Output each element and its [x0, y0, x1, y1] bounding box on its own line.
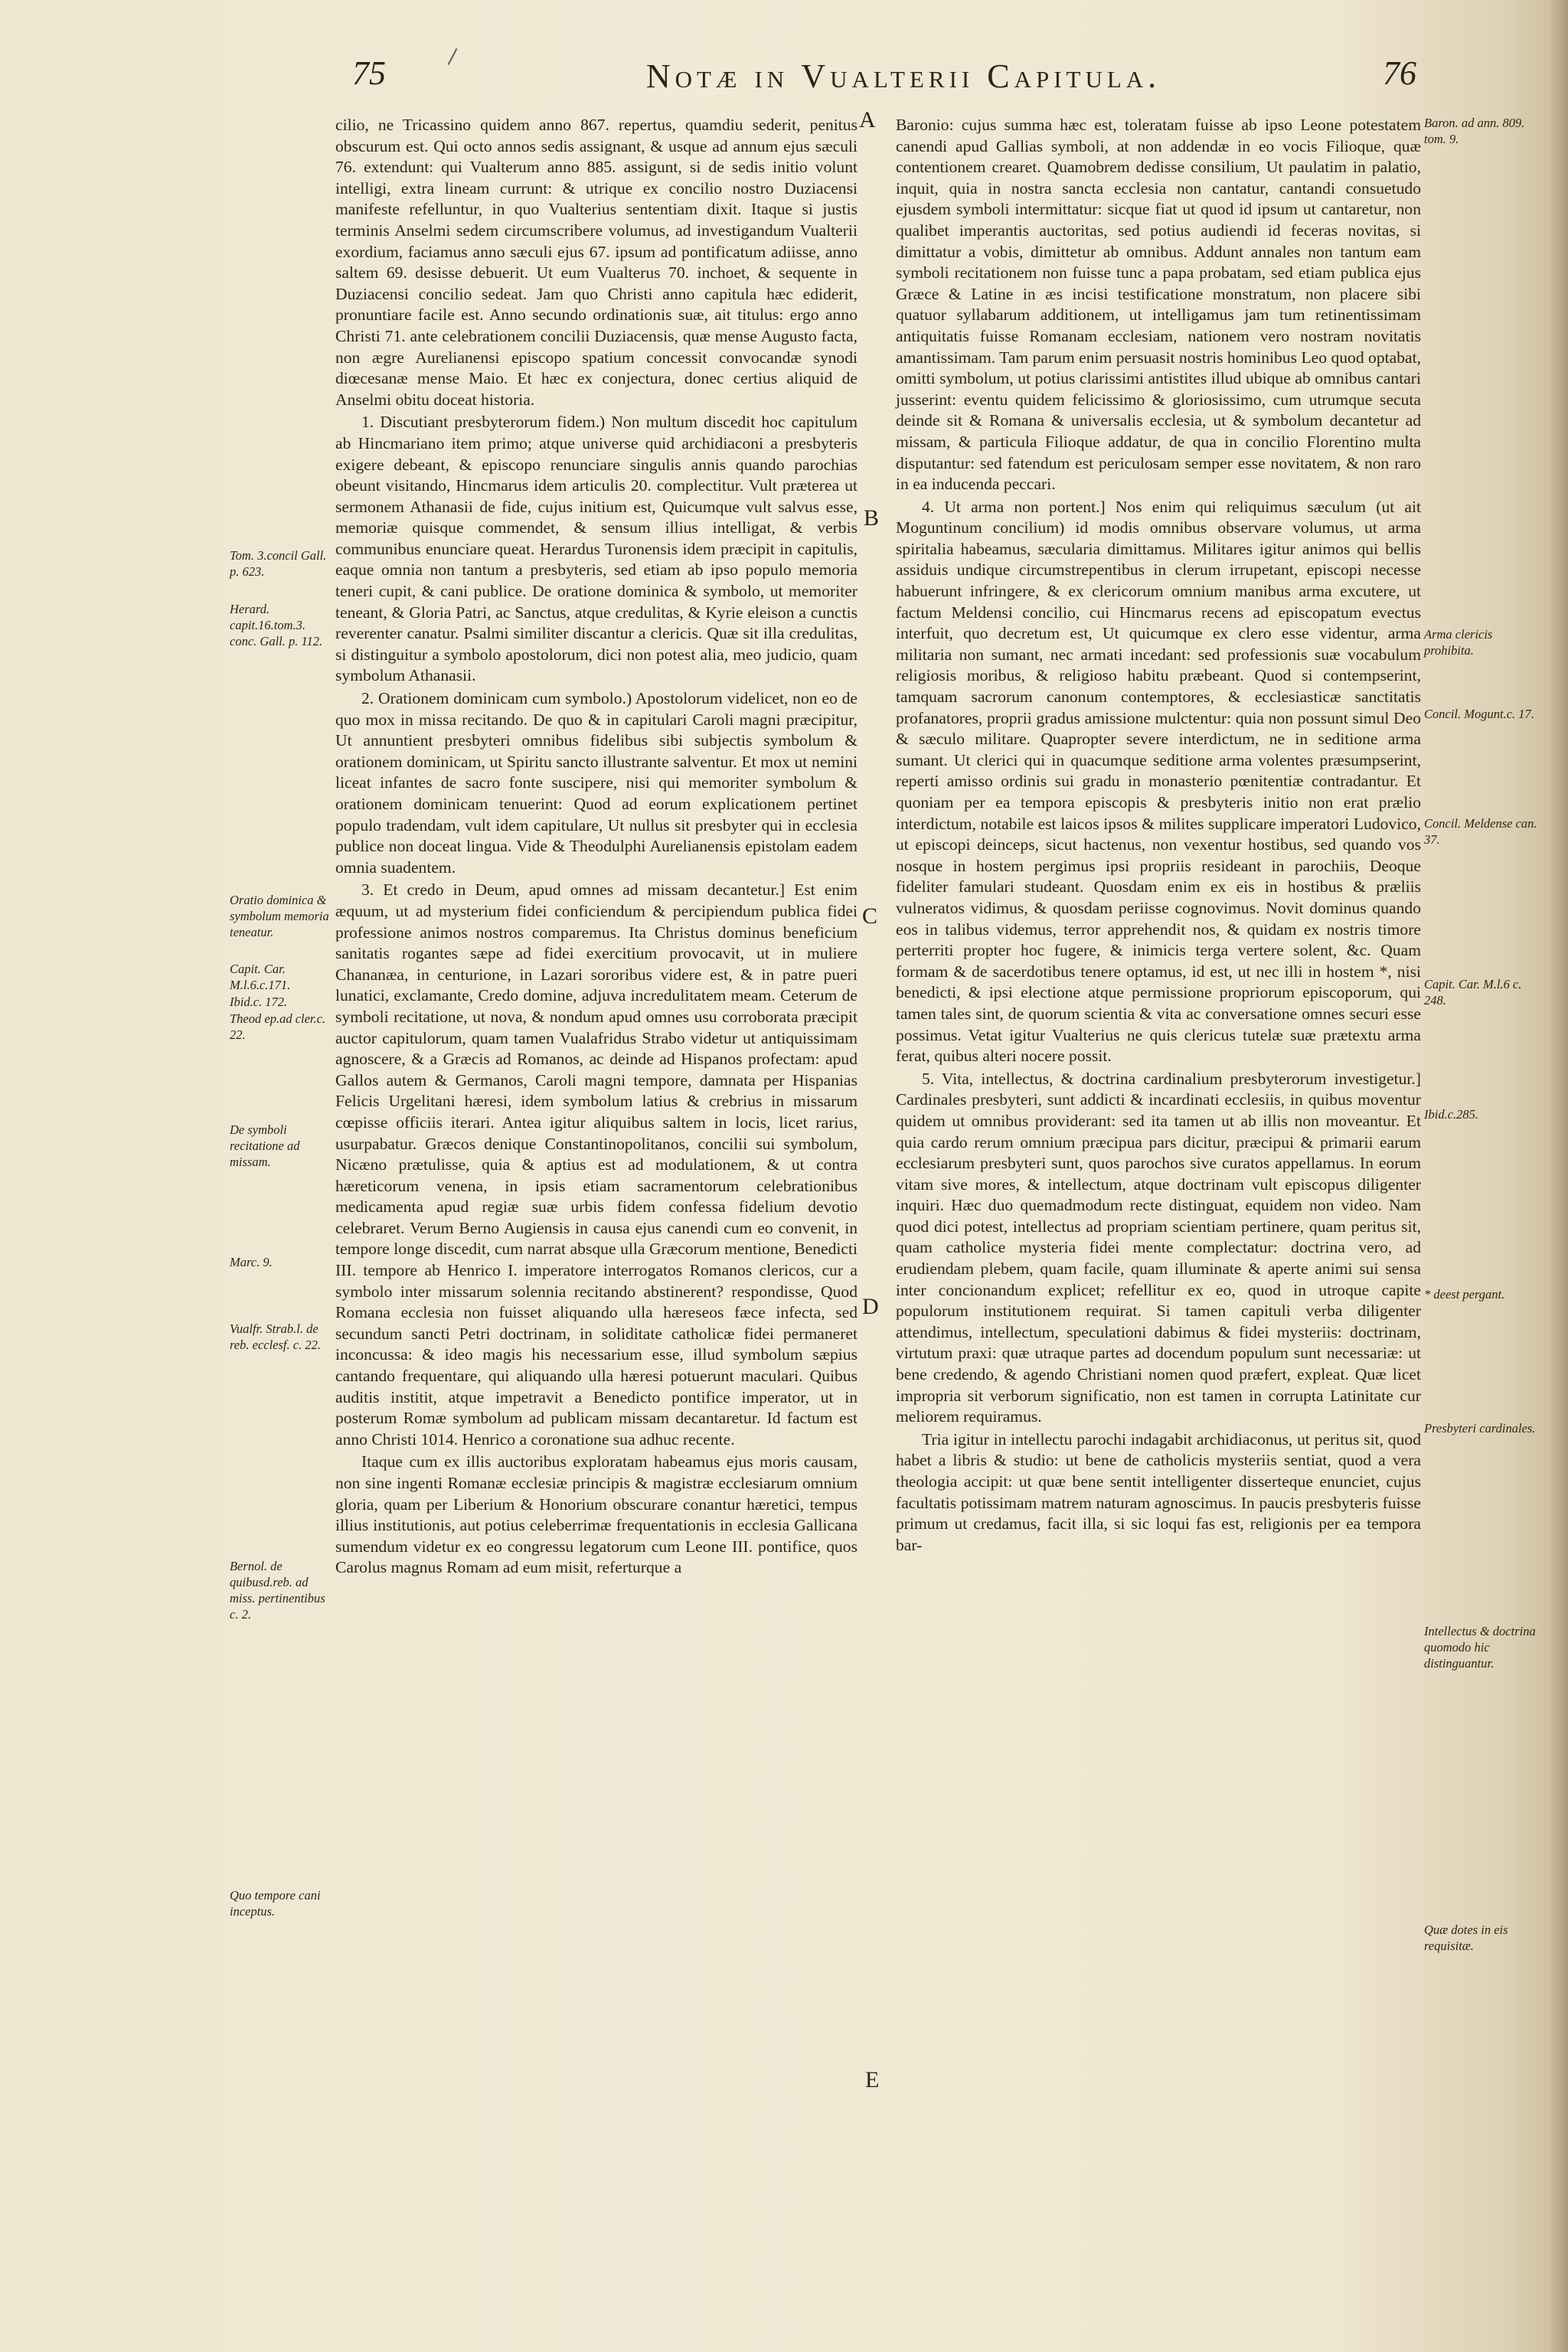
margin-note-left: Bernol. de quibusd.reb. ad miss. pertinentibus c. 2.: [230, 1559, 325, 1622]
margin-note-right: Intellectus & doctrina quomodo hic distinguantur.: [1424, 1624, 1536, 1671]
left-column: [335, 115, 858, 1580]
next-page-edge: [1551, 0, 1568, 2352]
margin-note-right: Capit. Car. M.l.6 c. 248.: [1424, 977, 1522, 1008]
margin-note-right: Concil. Mogunt.c. 17.: [1424, 707, 1534, 721]
margin-note-right: Ibid.c.285.: [1424, 1107, 1479, 1122]
margin-note-left: De symboli recitatione ad missam.: [230, 1122, 300, 1169]
right-paragraph-0: Baronio: cujus summa hæc est, toleratam fuisse ab ipso Leone potestatem canendi apud Gallias symboli, at non addendæ in eo vocis Filioque, quæ contentionem crearet. Quamobrem dedisse consilium, Ut paulatim in palatio, inquit, quia in nostra sancta ecclesia non cantatur, cantandi consuetudo ejusdem symboli intermittatur: sicque fiat ut quod id ipsum ut cantaretur, non qualibet imperantis auctoritas, sed potius audiendi id feceras novitas, si dimittatur a vobis, dimittetur ab omnibus. Addunt annales non tantum eam symboli recitationem non fuisse tunc a papa probatam, sed etiam publica ejus Græce & Latine in æs incisi testificatione monstratum, non placere sibi quatuor syllabarum additionem, ut intelligamus jam tum retinentissimam antiquitatis fuisse Romanam ecclesiam, nationem vero nostram novitatis amantissimam. Tam parum enim persuasit nostris hominibus Leo quod optabat, omitti symbolum, ut potius clarissimi antistites illud ubique ab omnibus cantari jusserint: eventu quidem felicissimo & gloriosissimo, cum utrumque secuta deinde sit & Romana & universalis ecclesia, ut & symbolum decantetur ad missam, & particula Filioque addatur, de qua in concilio Florentino multa disputantur: sed fatendum est periculosam semper esse novitatem, & non raro in ea inducenda peccari.: [896, 116, 1421, 494]
right-paragraph-2: 5. Vita, intellectus, & doctrina cardinalium presbyterorum investigetur.] Cardinales presbyteri, sunt addicti & incardinati ecclesiis, in quibus moventur quidem ut omnibus providerant: sed ita tamen ut ab illis non moveantur. Et quia cardo rerum omnium præcipua pars dicitur, præcipui & primarii earum ecclesiarum presbyteri sunt, quos parochos sive curatos appellamus. In eorum vitam sive mores, & intellectum, atque doctrinam vult episcopus diligenter inquiri. Hæc duo quemadmodum recte distinguat, equidem non video. Nam quod dici potest, intellectus ad propriam scientiam pertinere, quam peritus sit, quam catholice mysteria fidei mente complectatur: doctrina vero, ad erudiendam plebem, quam facile, quam illuminate & aperte animi sui sensa inter concionandum explicet; refellitur ex eo, quod in utroque capite populorum institutionem requirat. Si tamen capituli verba diligenter attendimus, intellectum, speculationi dabimus & fidei mysteriis: doctrinam, virtutum praxi: quæ utraque partes ad docendum populum sunt necessariæ: ut bene credendo, & agendo Christiani nomen quod præfert, expleat. Quæ licet impropria sit verborum significatio, non est tamen in corrupta Latinitate cur meliorem requiramus.: [896, 1069, 1421, 1426]
margin-note-right: Quæ dotes in eis requisitæ.: [1424, 1922, 1508, 1953]
margin-note-left: Theod ep.ad cler.c. 22.: [230, 1011, 326, 1042]
margin-note-left: Herard. capit.16.tom.3. conc. Gall. p. 112.: [230, 602, 323, 648]
margin-note-right: Concil. Meldense can. 37.: [1424, 816, 1537, 847]
section-letter-d: D: [862, 1294, 879, 1319]
right-paragraph-3: Tria igitur in intellectu parochi indagabit archidiaconus, ut peritus sit, quod habet a libris & studio: ut bene de catholicis mysteriis sentiat, quod a vera theologia accipit: ut quæ bene sentit intelligenter disserteque enunciet, cujus facultatis potissimam matrem naturam agnoscimus. In paucis presbyteris fuisse primum ut credamus, facit illa, si sic loqui fas est, religionis per ea tempora bar-: [896, 1429, 1421, 1554]
margin-note-right: * deest pergant.: [1424, 1287, 1505, 1302]
folio-right: 76: [1383, 54, 1416, 92]
left-paragraph-2: 2. Orationem dominicam cum symbolo.) Apostolorum videlicet, non eo de quo mox in missa recitando. De quo & in capitulari Caroli magni præcipitur, Ut annuntient presbyteri omnibus fidelibus sibi subjectis symbolum & orationem dominicam, ut Spiritu sancto illustrante salventur. Et mox ut nemini liceat infantes de sacro fonte suscipere, nisi qui memoriter symbolum & orationem dominicam tenuerint: Quod ad eorum explicationem pertinet populo tradendam, vult idem capitulare, Ut nullus sit presbyter qui in ecclesia publice non doceat lingua. Vide & Theodulphi Aurelianensis epistolam eadem omnia suadentem.: [335, 689, 858, 877]
section-letter-a: A: [859, 107, 876, 132]
margin-note-right: Presbyteri cardinales.: [1424, 1421, 1536, 1436]
left-paragraph-3: 3. Et credo in Deum, apud omnes ad missam decantetur.] Est enim æquum, ut ad mysterium fidei conficiendum & percipiendum publica fidei professione animos nostros comparemus. Ita Christus dominus beneficium sanitatis rogantes sæpe ad fidei exercitium provocavit, ut in muliere Chananæa, in centurione, in Lazari sororibus videre est, & in patre pueri lunatici, exclamante, Credo domine, adjuva incredulitatem meam. Ceterum de symboli recitatione, ut nova, & nondum apud omnes usu corroborata præcipit auctor capitulorum, quam tamen Vualafridus Strabo videtur ut antiquissimam agnoscere, & a Græcis ad Romanos, ac deinde ad Hispanos profectam: apud Gallos autem & Germanos, Caroli magni tempore, damnata per Hispanias Felicis Urgelitani hæresi, idem symbolum latius & crebrius in missarum cœpisse officiis iterari. Antea igitur aliquibus saltem in locis, licet rarius, usurpabatur. Græcos denique Constantinopolitanos, concilii sui symbolum, Nicæno prætulisse, quia & aptius est ad modulationem, & ut contra hæreticorum venena, in ipsis etiam sacramentorum celebrationibus medicamenta apud regiæ suæ urbis fidem confessa fidelium devotio celebraret. Verum Berno Augiensis in causa ejus canendi cum eo convenit, in tempore longe discedit, cum narrat absque ulla Græcorum mentione, Benedicti III. tempore ab Henrico I. imperatore interrogatos Romanos clericos, cur a symbolo inter missarum solennia recitando abstinerent? respondisse, Quod Romana ecclesia non fuisset aliquando ulla hæreseos fæce infecta, sed secundum sancti Petri doctrinam, in soliditate catholicæ fidei permaneret inconcussa: & ideo magis his necessarium esse, illud symbolum sæpius cantando frequentare, qui aliquando ulla hæresi potuerunt maculari. Quibus auditis institit, atque impetravit a Benedicto pontifice imperator, ut in posterum Romæ symbolum ad publicam missam decantaretur. Id factum est anno Christi 1014. Henrico a coronatione sua adhuc recente.: [335, 880, 858, 1449]
margin-note-left: Tom. 3.concil Gall. p. 623.: [230, 548, 327, 579]
page-header: [352, 54, 1416, 107]
margin-note-left: Ibid.c. 172.: [230, 995, 288, 1009]
left-paragraph-0: cilio, ne Tricassino quidem anno 867. repertus, quamdiu sederit, penitus obscurum est. Qui octo annos sedis assignant, & usque ad annum ejus sæculi 76. extendunt: qui Vualterum anno 885. assigunt, si de sedis initio volunt intelligi, extra lineam currunt: & utrique ex concilio nostro Duziacensi manifeste refelluntur, in quo Vualterius sententiam dixit. Itaque si justis terminis Anselmi sedem circumscribere volumus, ad investigandum Vualterii exordium, faciamus anno sæculi ejus 67. ipsum ad pontificatum adiisse, anno saltem 69. desisse debuerit. Ut eum Vualterus 70. inchoet, & sequente in Duziacensi concilio sedeat. Jam quo Christi anno capitula hæc ediderit, pronuntiare facile est. Anno secundo ordinationis suæ, ait titulus: ergo anno Christi 71. ante celebrationem concilii Duziacensis, quæ mense Augusto facta, non ægre Aurelianensi episcopo spatium concessit convocandæ synodi diœcesanæ mense Maio. Et hæc ex conjectura, donec certius aliquid de Anselmi obitu doceat historia.: [335, 116, 858, 409]
section-letter-c: C: [862, 903, 878, 929]
right-paragraph-1: 4. Ut arma non portent.] Nos enim qui reliquimus sæculum (ut ait Moguntinum concilium) id modis omnibus observare volumus, ut arma spiritalia habeamus, sæcularia dimittamus. Militares igitur animos qui bellis assiduis undique circumstrepentibus in clerum irrupetant, episcopi necesse habuerunt infringere, & ex clericorum omnium manibus arma excutere, ut factum Meldensi concilio, cui Hincmarus recens ad episcopatum evectus interfuit, quo decretum est, Ut quicumque ex clero esse videntur, arma militaria non sumant, nec armati incedant: sed professionis suæ vocabulum religiosis moribus, & religioso habitu præbeant. Quod si contempserint, tamquam sacrorum canonum contemptores, & ecclesiasticæ sanctitatis profanatores, proprii gradus amissione mulctentur: quia non possunt simul Deo & sæculo militare. Quapropter severe interdictum, ne in seditione arma sumant. Ut clerici qui in quacumque seditione arma volentes præsumpserint, reperti amisso ordinis sui gradu in monasterio pœnitentiæ contradantur. Et quoniam per ea tempora episcopis & presbyteris initio non erat prælio interdictum, notabile est laicos ipsos & milites supplicare imperatori Ludovico, ut episcopi deinceps, sicut hactenus, non vexentur hostibus, sed quando vos nosque in hostem pergimus ipsi propriis resideant in parochiis, Deoque fideliter famulari studeant. Quosdam enim ex eis in hostibus & præliis vulneratos vidimus, & quosdam periisse cognovimus. Novit dominus quando eos in talibus videmus, terror apprehendit nos, & quidam ex nostris timore perterriti propter hoc fugere, & inimicis terga vertere solent, &c. Quam formam & de sacerdotibus tenere optamus, id est, ut nec illi in hostem *, nisi benedicti, & ipsi electione atque permissione propriorum episcoporum, qui tamen tales sint, de quorum scientia & vita ac conversatione omnes securi esse possimus. Vetat igitur Vualterius ne quis clericus tutelæ suæ prætextu arma ferat, quibus alteri nocere possit.: [896, 497, 1421, 1066]
margin-note-right: Baron. ad ann. 809. tom. 9.: [1424, 116, 1525, 146]
margin-note-left: Oratio dominica & symbolum memoria teneatur.: [230, 893, 329, 939]
margin-note-left: Capit. Car. M.l.6.c.171.: [230, 962, 291, 992]
section-letter-b: B: [864, 505, 880, 531]
margin-note-right: Arma clericis prohibita.: [1424, 627, 1493, 658]
folio-left: 75: [352, 54, 386, 92]
margin-note-left: Marc. 9.: [230, 1255, 273, 1269]
margin-note-left: Vualfr. Strab.l. de reb. ecclesf. c. 22.: [230, 1321, 321, 1352]
left-paragraph-1: 1. Discutiant presbyterorum fidem.) Non multum discedit hoc capitulum ab Hincmariano item primo; atque universe quid archidiaconi a presbyteris exigere debeant, & episcopo renunciare singulis annis quando parochias obeunt visitando, Hincmarus idem articulis 20. complectitur. Vult præterea ut sermonem Athanasii de fide, cujus initium est, Quicumque vult salvus esse, memoriæ quisque commendet, & sensum illius intelligat, & verbis communibus enunciare queat. Herardus Turonensis idem præcipit in capitulis, eaque omnia non tantum a presbyteris, sed etiam ab ipso populo memoria teneri cupit, & cani publice. De oratione dominica & symbolo, ut memoriter teneant, & Gloria Patri, ac Sanctus, atque credulitas, & Kyrie eleison a cunctis reverenter canatur. Psalmi similiter discantur a clericis. Quæ sit illa credulitas, si distinguitur a symbolo apostolorum, dici non potest alia, meo judicio, quam symbolum Athanasii.: [335, 413, 858, 685]
section-letter-e: E: [865, 2067, 880, 2092]
left-paragraph-4: Itaque cum ex illis auctoribus exploratam habeamus ejus moris causam, non sine ingenti Romanæ ecclesiæ principis & magistræ ecclesiarum omnium gloria, quam per Liberium & Honorium obscurare conantur hæretici, tempus illius institutionis, aut potius celeberrimæ frequentationis in ecclesia Gallicana sumendum videtur ex eo congressu legatorum cum Leone III. pontifice, quos Carolus magnus Romam ad eum misit, referturque a: [335, 1452, 858, 1577]
right-column: [896, 115, 1421, 1557]
margin-note-left: Quo tempore cani inceptus.: [230, 1888, 321, 1919]
running-title: Notæ in Vualterii Capitula.: [645, 57, 1161, 95]
